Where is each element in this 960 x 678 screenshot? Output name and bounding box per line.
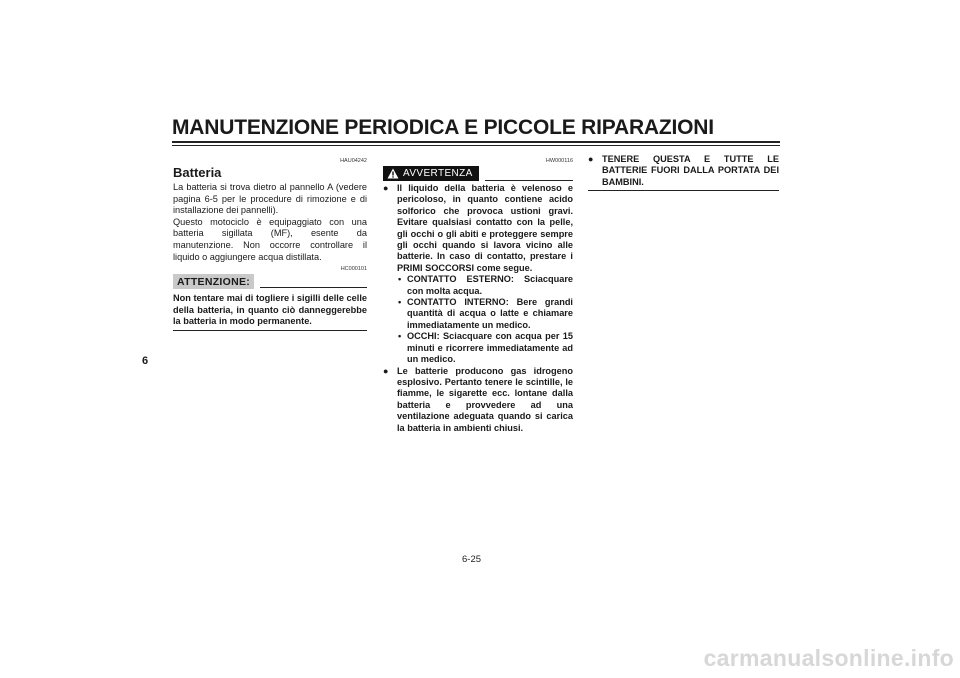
header-rule [172,141,780,143]
warning-badge [383,166,479,181]
header-rule-thin [172,145,780,146]
caution-text: Non tentare mai di togliere i sigilli delle celle della batteria, in quanto ciò danneggerebbe la batteria in modo permanente. [173,293,367,326]
list-item: • CONTATTO INTERNO: Bere grandi quantità di acqua o latte e chiamare immediatamente un medico. [397,297,573,331]
right-column [588,150,779,191]
caution-header [173,274,367,289]
warning-list [383,183,573,434]
warning-label: AVVERTENZA [403,168,473,179]
section-title: Batteria [173,165,222,180]
chapter-tab: 6 [142,355,149,367]
bullet-text: Il liquido della batteria è velenoso e pericoloso, in quanto contiene acido solforico che provoca ustioni gravi. Evitare qualsiasi contatto con la pelle, gli occhi o gli abiti e proteggere sempre gli occhi quando si lavora vicino alle batterie. In caso di contatto, prestare i PRIMI SOCCORSI come segue. [397,183,573,273]
list-item: • CONTATTO ESTERNO: Sciacquare con molta acqua. [397,274,573,297]
left-column [173,150,367,331]
warning-end-rule [588,190,779,191]
caution-rule [260,275,367,288]
list-item: • OCCHI: Sciacquare con acqua per 15 minuti e ricorrere immediatamente ad un medico. [397,331,573,365]
caution-code: HC000101 [340,266,367,273]
section-code: HAU04242 [340,158,367,164]
page-number: 6-25 [462,554,482,565]
warning-triangle-icon [387,168,399,179]
caution-badge: ATTENZIONE: [173,274,254,289]
warning-code: HW000116 [545,158,573,164]
battery-maintenance-paragraph: Questo motociclo è equipaggiato con una batteria sigillata (MF), esente da manutenzione. Non occorre controllare il liquido o aggiungere acqua distillata. [173,216,367,262]
watermark: carmanualsonline.info [703,645,954,671]
page-title: MANUTENZIONE PERIODICA E PICCOLE RIPARAZIONI [172,116,714,139]
battery-location-paragraph: La batteria si trova dietro al pannello A (vedere pagina 6-5 per le procedure di rimozione e di installazione dei pannelli). [173,182,367,216]
middle-column [383,150,573,434]
list-item: ● Le batterie producono gas idrogeno esplosivo. Pertanto tenere le scintille, le fiamme, le sigarette ecc. lontane dalla batteria e provvedere ad una ventilazione adeguata quando si carica la batteria in ambienti chiusi. [383,366,573,434]
caution-end-rule [173,330,367,331]
list-item [383,183,573,366]
first-aid-list [397,274,573,365]
list-item: ● TENERE QUESTA E TUTTE LE BATTERIE FUORI DALLA PORTATA DEI BAMBINI. [588,154,779,188]
warning-rule [485,167,573,181]
warning-header [383,166,573,181]
warning-list-continued [588,154,779,188]
